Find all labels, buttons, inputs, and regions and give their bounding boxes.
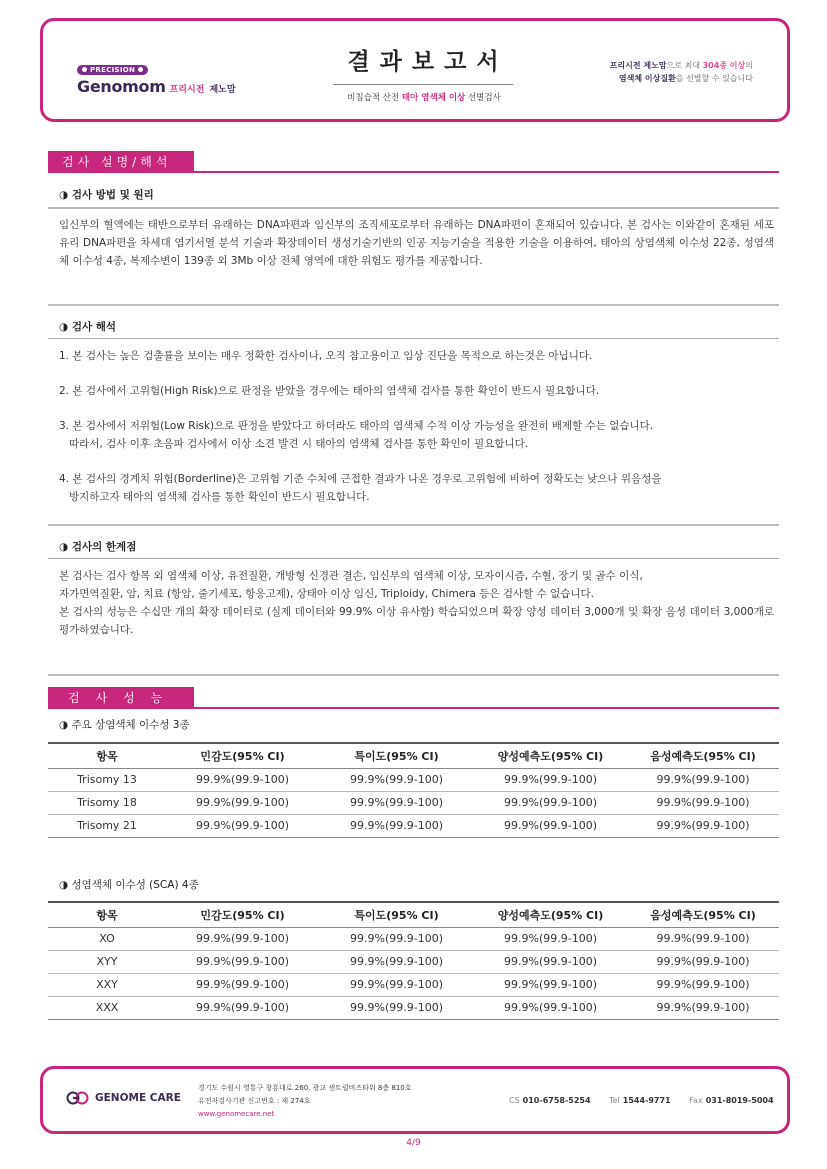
fax-label: Fax (689, 1096, 703, 1105)
table-cell: 99.9%(99.9-100) (474, 950, 627, 973)
col-header: 양성예측도(95% CI) (474, 743, 627, 768)
col-header: 민감도(95% CI) (166, 902, 319, 927)
divider (48, 304, 779, 306)
table-row (48, 768, 779, 791)
autosomal-table (48, 742, 779, 838)
genome-care-logo (65, 1091, 181, 1105)
section-header-description (48, 151, 779, 173)
table-cell: 99.9%(99.9-100) (166, 973, 319, 996)
table-cell: 99.9%(99.9-100) (319, 927, 474, 950)
table-header-row (48, 743, 779, 768)
table-row (48, 791, 779, 814)
table-cell: 99.9%(99.9-100) (319, 814, 474, 837)
table-cell: XO (48, 927, 166, 950)
interpretation-item (59, 417, 774, 453)
method-text: 임신부의 혈액에는 태반으로부터 유래하는 DNA파편과 임신부의 조직세포로부터 유래하는 DNA파편이 혼재되어 있습니다. 본 검사는 이와같이 혼재된 세포유리 DNA파편을 차세대 염기서열 분석 기술과 확장데이터 생성기술기반의 인공 지능기술을 적용한 기술을 이용하여, 태아의 상염색체 이수성 22종, 성염색체 이수성 4종, 복제수변이 139종 외 3Mb 이상 전체 영역에 대한 위험도 평가를 제공합니다. (59, 219, 774, 267)
table-cell: 99.9%(99.9-100) (319, 996, 474, 1019)
tel-label: Tel (609, 1096, 620, 1105)
col-header: 음성예측도(95% CI) (627, 743, 779, 768)
tagline-emphasis: 염색체 이상질환 (618, 74, 676, 83)
interpretation-item (59, 382, 774, 400)
interpretation-item (59, 347, 774, 365)
table-cell: 99.9%(99.9-100) (319, 950, 474, 973)
item-text: 방지하고자 태아의 염색체 검사를 통한 확인이 반드시 필요합니다. (69, 491, 370, 503)
genomom-logo (77, 57, 236, 96)
header-tagline (610, 59, 753, 85)
table-cell: 99.9%(99.9-100) (627, 814, 779, 837)
table-cell: 99.9%(99.9-100) (627, 791, 779, 814)
table-cell: Trisomy 18 (48, 791, 166, 814)
item-text: 3. 본 검사에서 저위험(Low Risk)으로 판정을 받았다고 하더라도 태아의 염색체 수적 이상 가능성을 완전히 배제할 수는 없습니다. (59, 420, 654, 432)
subtitle-text: 비침습적 산전 (347, 93, 402, 103)
divider (48, 674, 779, 676)
table-cell: 99.9%(99.9-100) (627, 996, 779, 1019)
company-name: GENOME CARE (95, 1092, 181, 1104)
logo-sub-dark: 제노맘 (209, 85, 236, 95)
table-cell: 99.9%(99.9-100) (627, 950, 779, 973)
table-cell: Trisomy 13 (48, 768, 166, 791)
genome-care-mark-icon (65, 1091, 91, 1105)
divider (48, 558, 779, 559)
table-cell: 99.9%(99.9-100) (474, 973, 627, 996)
table-cell: 99.9%(99.9-100) (166, 814, 319, 837)
tagline-text: 의 (745, 61, 753, 70)
badge-label: PRECISION (90, 65, 136, 74)
divider (48, 207, 779, 209)
tagline-count: 304종 이상 (702, 61, 746, 70)
divider (48, 524, 779, 526)
table-cell: 99.9%(99.9-100) (474, 814, 627, 837)
cs-label: CS (509, 1096, 520, 1105)
col-header: 항목 (48, 743, 166, 768)
tagline-text: 을 선별할 수 있습니다 (675, 74, 753, 83)
limitations-heading: ◑ 검사의 한계점 (59, 541, 137, 553)
logo-wordmark: Genomom (77, 77, 166, 96)
col-header: 항목 (48, 902, 166, 927)
page-title: 결과보고서 (347, 48, 509, 75)
col-header: 특이도(95% CI) (319, 902, 474, 927)
limitations-line: 본 검사는 검사 항목 외 염색체 이상, 유전질환, 개방형 신경관 결손, 임신부의 염색체 이상, 모자이시즘, 수혈, 장기 및 골수 이식, (59, 570, 643, 582)
section-title: 검사성능 (48, 687, 194, 709)
title-block (333, 43, 513, 103)
table-cell: Trisomy 21 (48, 814, 166, 837)
item-text: 1. 본 검사는 높은 검출률을 보이는 매우 정확한 검사이나, 오직 참고용이고 임상 진단을 목적으로 하는것은 아닙니다. (59, 350, 593, 362)
col-header: 특이도(95% CI) (319, 743, 474, 768)
badge-dot-icon (138, 67, 143, 72)
page-number: 4/9 (406, 1138, 421, 1148)
limitations-line: 자가면역질환, 암, 치료 (항암, 줄기세포, 항응고제), 상태아 이상 임신, Triploidy, Chimera 등은 검사할 수 없습니다. (59, 588, 595, 600)
table2-heading: ◑ 성염색체 이수성 (SCA) 4종 (59, 879, 199, 891)
table-cell: XYY (48, 950, 166, 973)
license-number: 유전자검사기관 신고번호 : 제 274호 (198, 1097, 311, 1105)
report-footer (40, 1066, 790, 1134)
table-cell: 99.9%(99.9-100) (474, 927, 627, 950)
table-header-row (48, 902, 779, 927)
table-cell: 99.9%(99.9-100) (319, 791, 474, 814)
company-address: 경기도 수원시 영통구 창룡대로 260, 광교 센트럴비즈타워 8층 810호 (198, 1084, 412, 1092)
col-header: 민감도(95% CI) (166, 743, 319, 768)
table-cell: 99.9%(99.9-100) (319, 768, 474, 791)
col-header: 양성예측도(95% CI) (474, 902, 627, 927)
contact-numbers (509, 1096, 790, 1105)
tagline-text: 으로 최대 (666, 61, 703, 70)
title-divider (333, 84, 513, 85)
interpretation-heading: ◑ 검사 해석 (59, 321, 117, 333)
table-cell: 99.9%(99.9-100) (474, 768, 627, 791)
table-cell: XXY (48, 973, 166, 996)
item-text: 4. 본 검사의 경계치 위험(Borderline)은 고위험 기준 수치에 근접한 결과가 나온 경우로 고위험에 비하여 정확도는 낮으나 위음성을 (59, 473, 662, 485)
table1-heading: ◑ 주요 상염색체 이수성 3종 (59, 719, 190, 731)
limitations-text (59, 567, 774, 639)
tel-number: 1544-9771 (622, 1096, 671, 1105)
col-header: 음성예측도(95% CI) (627, 902, 779, 927)
table-cell: 99.9%(99.9-100) (474, 791, 627, 814)
table-cell: 99.9%(99.9-100) (166, 950, 319, 973)
table-row (48, 927, 779, 950)
limitations-line: 본 검사의 성능은 수십만 개의 확장 데이터로 (실제 데이터와 99.9% 이상 유사함) 학습되었으며 확장 양성 데이터 3,000개 및 확장 음성 데이터 3,000개로 평가하였습니다. (59, 606, 774, 636)
table-row (48, 814, 779, 837)
subtitle-highlight: 태아 염색체 이상 (401, 93, 466, 103)
table-cell: 99.9%(99.9-100) (166, 996, 319, 1019)
item-text: 2. 본 검사에서 고위험(High Risk)으로 판정을 받았을 경우에는 태아의 염색체 검사를 통한 확인이 반드시 필요합니다. (59, 385, 600, 397)
table-row (48, 973, 779, 996)
method-heading: ◑ 검사 방법 및 원리 (59, 189, 154, 201)
precision-badge (77, 65, 148, 75)
table-cell: 99.9%(99.9-100) (474, 996, 627, 1019)
table-row (48, 950, 779, 973)
table-cell: 99.9%(99.9-100) (166, 927, 319, 950)
tagline-brand: 프리시전 제노맘 (609, 61, 667, 70)
badge-dot-icon (82, 67, 87, 72)
divider (48, 338, 779, 339)
fax-number: 031-8019-5004 (705, 1096, 774, 1105)
logo-sub-pink: 프리시전 (169, 85, 205, 95)
report-header (40, 18, 790, 122)
section-title: 검사 설명/해석 (48, 151, 194, 173)
table-row (48, 996, 779, 1019)
company-url[interactable]: www.genomecare.net (198, 1110, 275, 1118)
subtitle-text: 선별검사 (465, 93, 501, 103)
table-cell: 99.9%(99.9-100) (627, 973, 779, 996)
interpretation-item (59, 470, 774, 506)
table-cell: 99.9%(99.9-100) (627, 768, 779, 791)
section-header-performance (48, 687, 779, 709)
sex-chromosome-table (48, 901, 779, 1020)
table-cell: XXX (48, 996, 166, 1019)
page-subtitle (319, 91, 529, 103)
table-cell: 99.9%(99.9-100) (166, 791, 319, 814)
table-cell: 99.9%(99.9-100) (166, 768, 319, 791)
company-address-block (198, 1082, 412, 1121)
cs-number: 010-6758-5254 (522, 1096, 591, 1105)
table-cell: 99.9%(99.9-100) (319, 973, 474, 996)
table-cell: 99.9%(99.9-100) (627, 927, 779, 950)
item-text: 따라서, 검사 이후 초음파 검사에서 이상 소견 발견 시 태아의 염색체 검사를 통한 확인이 필요합니다. (69, 438, 529, 450)
